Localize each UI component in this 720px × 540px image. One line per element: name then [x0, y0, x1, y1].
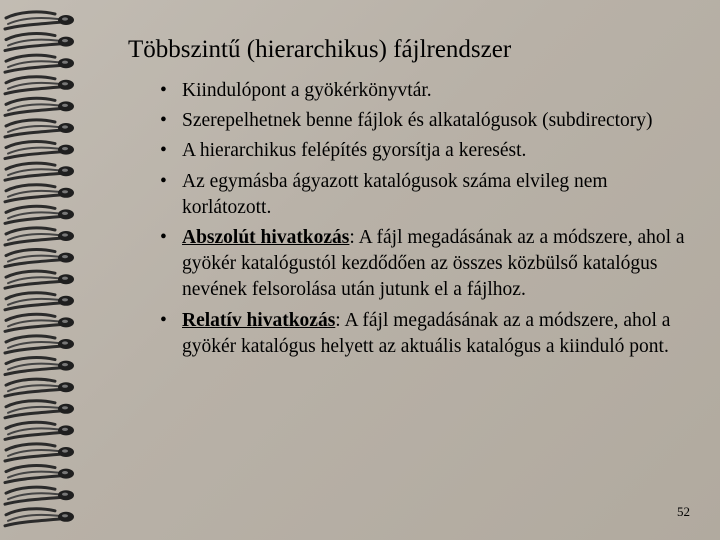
spiral-ring-icon	[5, 120, 74, 137]
spiral-ring-icon	[5, 228, 74, 245]
page-number: 52	[677, 504, 690, 519]
bullet-marker: •	[160, 110, 167, 132]
bullet-item	[160, 169, 700, 221]
spiral-ring-icon	[5, 185, 74, 202]
spiral-ring-icon	[5, 358, 74, 375]
bullet-item	[160, 225, 700, 304]
slide-title: Többszintű (hierarchikus) fájlrendszer	[128, 36, 512, 63]
spiral-binding-icon	[0, 0, 95, 540]
bullet-text: : A fájl megadásának az a módszere, ahol a gyökér katalógustól kezdődően az összes közbülső katalógus nevének felsorolása után jutunk el a fájlhoz.	[182, 227, 685, 301]
spiral-ring-icon	[5, 487, 74, 504]
spiral-ring-icon	[5, 401, 74, 418]
spiral-ring-icon	[5, 509, 74, 526]
bullet-text: : A fájl megadásának az a módszere, ahol a gyökér katalógus helyett az aktuális katalógus a kiinduló pont.	[182, 309, 671, 357]
spiral-ring-icon	[5, 444, 74, 461]
spiral-ring-icon	[5, 206, 74, 223]
spiral-ring-icon	[5, 336, 74, 353]
bullet-marker: •	[160, 140, 167, 162]
bullet-marker: •	[160, 309, 167, 331]
bullet-marker: •	[160, 227, 167, 249]
bullet-marker: •	[160, 80, 167, 101]
bullet-item	[160, 108, 700, 134]
bullet-text: Az egymásba ágyazott katalógusok száma elvileg nem korlátozott.	[182, 170, 608, 218]
bullet-text: Kiindulópont a gyökérkönyvtár.	[182, 80, 432, 101]
spiral-ring-icon	[5, 422, 74, 439]
spiral-ring-icon	[5, 379, 74, 396]
spiral-ring-icon	[5, 34, 74, 51]
bullet-marker: •	[160, 170, 167, 192]
bullet-item	[160, 138, 700, 164]
spiral-ring-icon	[5, 98, 74, 115]
spiral-ring-icon	[5, 12, 74, 29]
spiral-ring-icon	[5, 55, 74, 72]
bullet-term: Abszolút hivatkozás	[182, 227, 350, 249]
bullet-item	[160, 308, 700, 360]
spiral-ring-icon	[5, 293, 74, 310]
bullet-text: Szerepelhetnek benne fájlok és alkatalógusok (subdirectory)	[182, 110, 653, 132]
spiral-ring-icon	[5, 163, 74, 180]
bullet-term: Relatív hivatkozás	[182, 309, 336, 331]
bullet-item	[160, 78, 700, 104]
bullet-text: A hierarchikus felépítés gyorsítja a keresést.	[182, 140, 527, 162]
spiral-ring-icon	[5, 250, 74, 267]
bullet-list	[160, 78, 700, 364]
spiral-ring-icon	[5, 271, 74, 288]
spiral-ring-icon	[5, 466, 74, 483]
spiral-ring-icon	[5, 142, 74, 159]
spiral-ring-icon	[5, 314, 74, 331]
spiral-ring-icon	[5, 77, 74, 94]
